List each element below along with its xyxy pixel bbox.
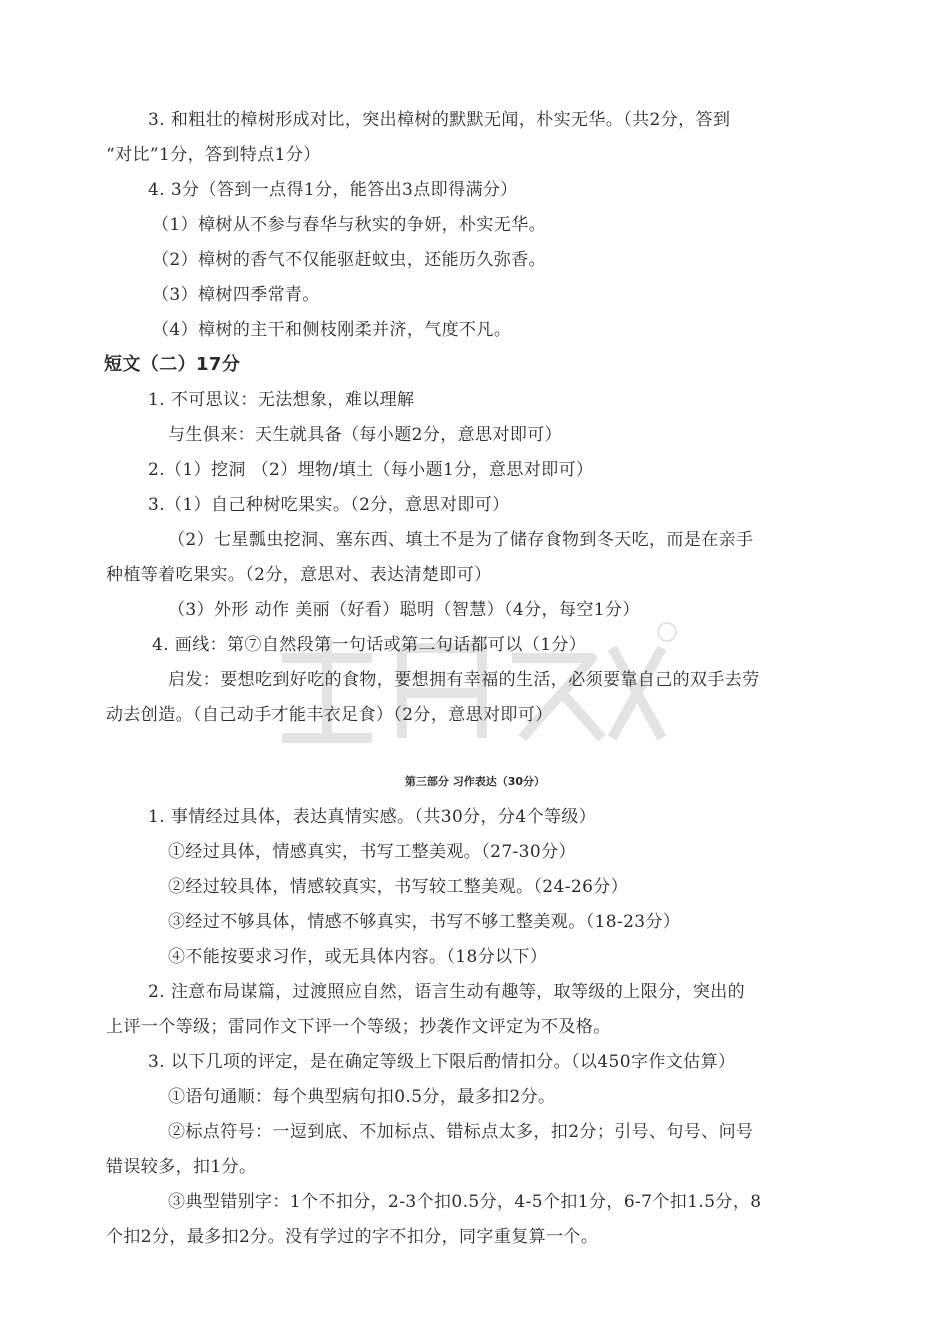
text-line: 与生俱来：天生就具备（每小题2分，意思对即可） (168, 425, 563, 445)
text-line: ①语句通顺：每个典型病句扣0.5分，最多扣2分。 (168, 1087, 556, 1107)
text-line: 3.（1）自己种树吃果实。（2分，意思对即可） (148, 495, 510, 515)
section-heading: 短文（二）17分 (104, 354, 241, 375)
text-line: “对比”1分，答到特点1分） (106, 145, 321, 165)
text-line: （4）樟树的主干和侧枝刚柔并济，气度不凡。 (152, 320, 512, 340)
text-line: 4. 画线：第⑦自然段第一句话或第二句话都可以（1分） (152, 635, 587, 655)
part-three-heading: 第三部分 习作表达（30分） (404, 775, 546, 788)
text-line: 2. 注意布局谋篇，过渡照应自然，语言生动有趣等，取等级的上限分，突出的 (148, 982, 746, 1002)
text-line: ③典型错别字：1个不扣分，2-3个扣0.5分，4-5个扣1分，6-7个扣1.5分，8 (168, 1192, 762, 1212)
text-line: 个扣2分，最多扣2分。没有学过的字不扣分，同字重复算一个。 (106, 1227, 599, 1247)
text-line: ①经过具体，情感真实，书写工整美观。（27-30分） (168, 842, 576, 862)
text-line: ③经过不够具体，情感不够真实，书写不够工整美观。（18-23分） (168, 912, 681, 932)
text-line: 动去创造。（自己动手才能丰衣足食）（2分，意思对即可） (106, 705, 553, 725)
text-line: 3. 和粗壮的樟树形成对比，突出樟树的默默无闻，朴实无华。（共2分，答到 (148, 110, 731, 130)
text-line: 1. 事情经过具体，表达真情实感。（共30分，分4个等级） (148, 807, 597, 827)
text-line: 4. 3分（答到一点得1分，能答出3点即得满分） (148, 180, 518, 200)
text-line: （1）樟树从不参与春华与秋实的争妍，朴实无华。 (152, 215, 547, 235)
text-line: （3）外形 动作 美丽（好看）聪明（智慧）（4分，每空1分） (168, 600, 640, 620)
text-line: （2）七星瓢虫挖洞、塞东西、填土不是为了储存食物到冬天吃，而是在亲手 (168, 530, 754, 550)
text-line: 2.（1）挖洞 （2）埋物/填土（每小题1分，意思对即可） (148, 460, 594, 480)
text-line: 3. 以下几项的评定，是在确定等级上下限后酌情扣分。（以450字作文估算） (148, 1052, 736, 1072)
text-line: ②标点符号：一逗到底、不加标点、错标点太多，扣2分；引号、句号、问号 (168, 1122, 754, 1142)
text-line: （2）樟树的香气不仅能驱赶蚊虫，还能历久弥香。 (152, 250, 547, 270)
text-line: ②经过较具体，情感较真实，书写较工整美观。（24-26分） (168, 877, 629, 897)
text-line: 错误较多，扣1分。 (106, 1157, 257, 1177)
text-line: 启发：要想吃到好吃的食物，要想拥有幸福的生活，必须要靠自己的双手去劳 (168, 670, 760, 690)
text-line: （3）樟树四季常青。 (152, 285, 320, 305)
text-line: 种植等着吃果实。（2分，意思对、表达清楚即可） (106, 565, 492, 585)
text-line: 1. 不可思议：无法想象，难以理解 (148, 390, 415, 410)
text-line: ④不能按要求习作，或无具体内容。（18分以下） (168, 947, 548, 967)
text-line: 上评一个等级；雷同作文下评一个等级；抄袭作文评定为不及格。 (106, 1017, 611, 1037)
